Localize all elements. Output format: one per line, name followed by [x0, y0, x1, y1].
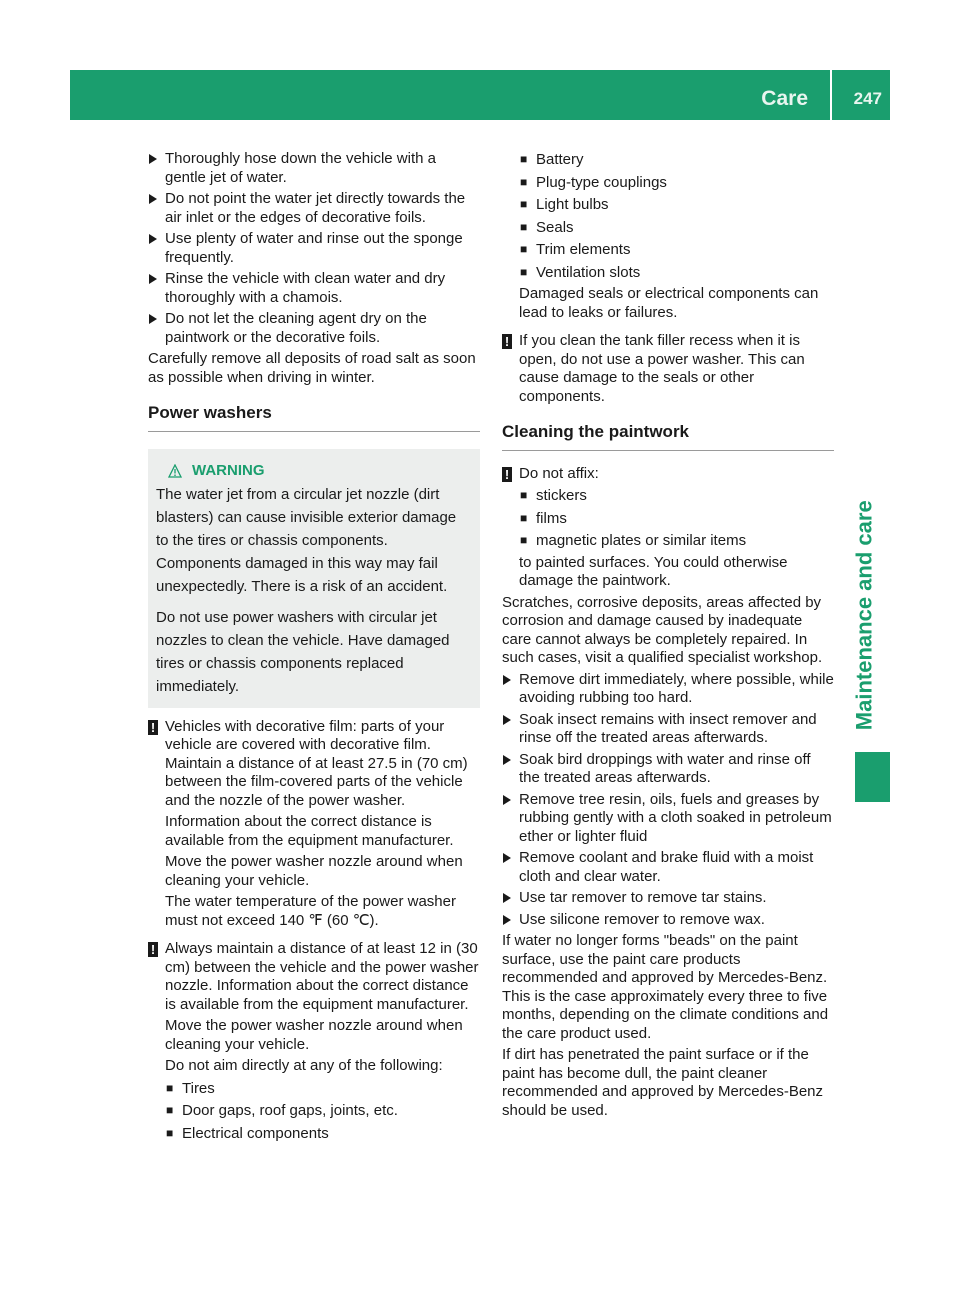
list-item-text: Plug-type couplings	[536, 173, 667, 191]
list-item	[502, 173, 834, 193]
step-text: Do not point the water jet directly towards the air inlet or the edges of decorative foils.	[165, 190, 466, 226]
arrow-icon	[503, 915, 511, 925]
bullet-icon: ■	[166, 1125, 174, 1140]
bullet-list	[502, 486, 834, 551]
instruction-step	[148, 230, 480, 267]
page-header-bar	[70, 70, 890, 120]
note-text: Move the power washer nozzle around when cleaning your vehicle.	[165, 853, 463, 889]
exclamation-icon: !	[502, 467, 512, 482]
bullet-icon: ■	[166, 1103, 174, 1117]
warning-title	[156, 459, 472, 482]
header-divider	[830, 70, 832, 120]
page-number: 247	[853, 89, 882, 108]
list-item	[502, 509, 834, 529]
note-text: If you clean the tank filler recess when it is open, do not use a power washer. This can cause damage to the seals or other components.	[519, 332, 805, 405]
bullet-icon: ■	[166, 1080, 174, 1095]
note-text: The water temperature of the power washer must not exceed 140 ℉ (60 ℃).	[165, 893, 456, 929]
list-item	[502, 531, 834, 551]
arrow-icon	[149, 154, 157, 164]
bullet-icon: ■	[520, 219, 528, 234]
section-title: Care	[761, 87, 808, 110]
arrow-icon	[503, 853, 511, 863]
list-item	[502, 195, 834, 215]
list-item	[148, 1101, 480, 1121]
list-item-text: Trim elements	[536, 241, 631, 258]
damaged-paragraph: Damaged seals or electrical components can lead to leaks or failures.	[519, 285, 819, 321]
instruction-step	[148, 310, 480, 347]
list-item-text: Battery	[536, 151, 584, 168]
step-text: Remove dirt immediately, where possible, while avoiding rubbing too hard.	[519, 670, 834, 706]
instruction-step	[502, 671, 834, 708]
arrow-icon	[149, 314, 157, 324]
note-text: Do not aim directly at any of the following:	[165, 1057, 443, 1074]
caution-note	[502, 332, 834, 406]
arrow-icon	[503, 675, 511, 685]
dull-paint-paragraph: If dirt has penetrated the paint surface or if the paint has become dull, the paint cleaner recommended and approved by Mercedes-Benz should be used.	[502, 1046, 824, 1119]
road-salt-paragraph: Carefully remove all deposits of road salt as soon as possible when driving in winter.	[148, 350, 476, 386]
caution-note	[502, 465, 834, 484]
list-item	[502, 218, 834, 238]
list-item-text: Electrical components	[182, 1124, 329, 1142]
step-text: Remove coolant and brake fluid with a moist cloth and clear water.	[519, 849, 814, 885]
instruction-step	[148, 150, 480, 187]
list-item	[148, 1079, 480, 1099]
instruction-step	[502, 791, 834, 847]
step-text: Use tar remover to remove tar stains.	[519, 889, 767, 906]
instruction-step	[502, 911, 834, 930]
bullet-list	[502, 150, 834, 282]
arrow-icon	[149, 194, 157, 204]
list-item-text: Light bulbs	[536, 196, 609, 213]
bullet-list	[148, 1079, 480, 1144]
list-item-text: magnetic plates or similar items	[536, 532, 747, 549]
exclamation-icon: !	[148, 942, 158, 957]
list-item	[148, 1124, 480, 1144]
warning-triangle-icon	[168, 464, 182, 478]
note-text: Vehicles with decorative film: parts of your vehicle are covered with decorative film. Maintain a distance of at least 27.5 in (70 cm) between the film-covered parts of the vehicle and the nozzle of the power washer.	[165, 717, 468, 809]
scratches-paragraph: Scratches, corrosive deposits, areas affected by corrosion and damage caused by inadequate care cannot always be completely repaired. In such cases, visit a qualified specialist workshop.	[502, 593, 823, 666]
warning-text: The water jet from a circular jet nozzle (dirt blasters) can cause invisible exterior damage to the tires or chassis components. Components damaged in this way may fail unexpectedly. There is a risk of an accident.	[156, 485, 457, 595]
bullet-icon: ■	[520, 488, 528, 502]
bullet-icon: ■	[520, 197, 528, 211]
arrow-icon	[503, 893, 511, 903]
left-column	[148, 150, 480, 1146]
arrow-icon	[149, 274, 157, 284]
arrow-icon	[503, 715, 511, 725]
step-text: Use plenty of water and rinse out the sponge frequently.	[165, 230, 463, 266]
caution-note	[148, 718, 480, 931]
instruction-step	[148, 190, 480, 227]
bullet-icon: ■	[520, 242, 528, 256]
step-text: Thoroughly hose down the vehicle with a gentle jet of water.	[165, 150, 436, 186]
list-item	[502, 263, 834, 283]
section-heading-power-washers: Power washers	[148, 404, 480, 432]
bullet-icon: ■	[520, 533, 528, 547]
note-text: Do not affix:	[519, 464, 599, 482]
note-text: to painted surfaces. You could otherwise damage the paintwork.	[519, 553, 788, 589]
warning-label: WARNING	[192, 461, 265, 479]
list-item	[502, 150, 834, 170]
note-text: Information about the correct distance is available from the equipment manufacturer.	[165, 813, 454, 849]
step-text: Soak bird droppings with water and rinse off the treated areas afterwards.	[519, 750, 811, 786]
bullet-icon: ■	[520, 510, 528, 525]
list-item-text: Ventilation slots	[536, 263, 641, 281]
instruction-step	[502, 849, 834, 886]
list-item-text: Tires	[182, 1079, 215, 1097]
step-text: Remove tree resin, oils, fuels and greases by rubbing gently with a cloth soaked in petroleum ether or lighter fluid	[519, 790, 832, 845]
right-column	[502, 150, 834, 1123]
note-text: Always maintain a distance of at least 12 in (30 cm) between the vehicle and the power washer nozzle. Information about the correct distance is available from the equipment manufacturer.	[165, 940, 479, 1013]
warning-box	[148, 449, 480, 708]
list-item-text: Door gaps, roof gaps, joints, etc.	[182, 1102, 398, 1119]
arrow-icon	[503, 795, 511, 805]
arrow-icon	[149, 234, 157, 244]
beads-paragraph: If water no longer forms "beads" on the paint surface, use the paint care products recommended and approved by Mercedes-Benz. This is the case approximately every three to five months, depending on the climate conditions and the care product used.	[502, 932, 829, 1042]
step-text: Rinse the vehicle with clean water and dry thoroughly with a chamois.	[165, 270, 446, 306]
instruction-step	[502, 751, 834, 788]
bullet-icon: ■	[520, 152, 528, 166]
side-tab-label: Maintenance and care	[851, 500, 877, 730]
exclamation-icon: !	[502, 334, 512, 349]
note-text: Move the power washer nozzle around when cleaning your vehicle.	[165, 1017, 463, 1053]
bullet-icon: ■	[520, 264, 528, 279]
instruction-step	[148, 270, 480, 307]
instruction-step	[502, 711, 834, 748]
caution-note	[148, 940, 480, 1076]
step-text: Use silicone remover to remove wax.	[519, 910, 765, 928]
exclamation-icon: !	[148, 720, 158, 735]
step-text: Do not let the cleaning agent dry on the paintwork or the decorative foils.	[165, 310, 427, 346]
list-item-text: stickers	[536, 487, 587, 504]
list-item-text: Seals	[536, 218, 574, 236]
list-item-text: films	[536, 509, 567, 527]
side-tab-marker	[855, 752, 890, 802]
arrow-icon	[503, 755, 511, 765]
bullet-icon: ■	[520, 174, 528, 189]
step-text: Soak insect remains with insect remover and rinse off the treated areas afterwards.	[519, 710, 817, 746]
side-tab	[842, 495, 888, 735]
list-item	[502, 240, 834, 260]
instruction-step	[502, 889, 834, 908]
section-heading-cleaning-paintwork: Cleaning the paintwork	[502, 423, 834, 451]
list-item	[502, 486, 834, 506]
warning-text: Do not use power washers with circular jet nozzles to clean the vehicle. Have damaged tires or chassis components replaced immediately.	[156, 608, 450, 695]
